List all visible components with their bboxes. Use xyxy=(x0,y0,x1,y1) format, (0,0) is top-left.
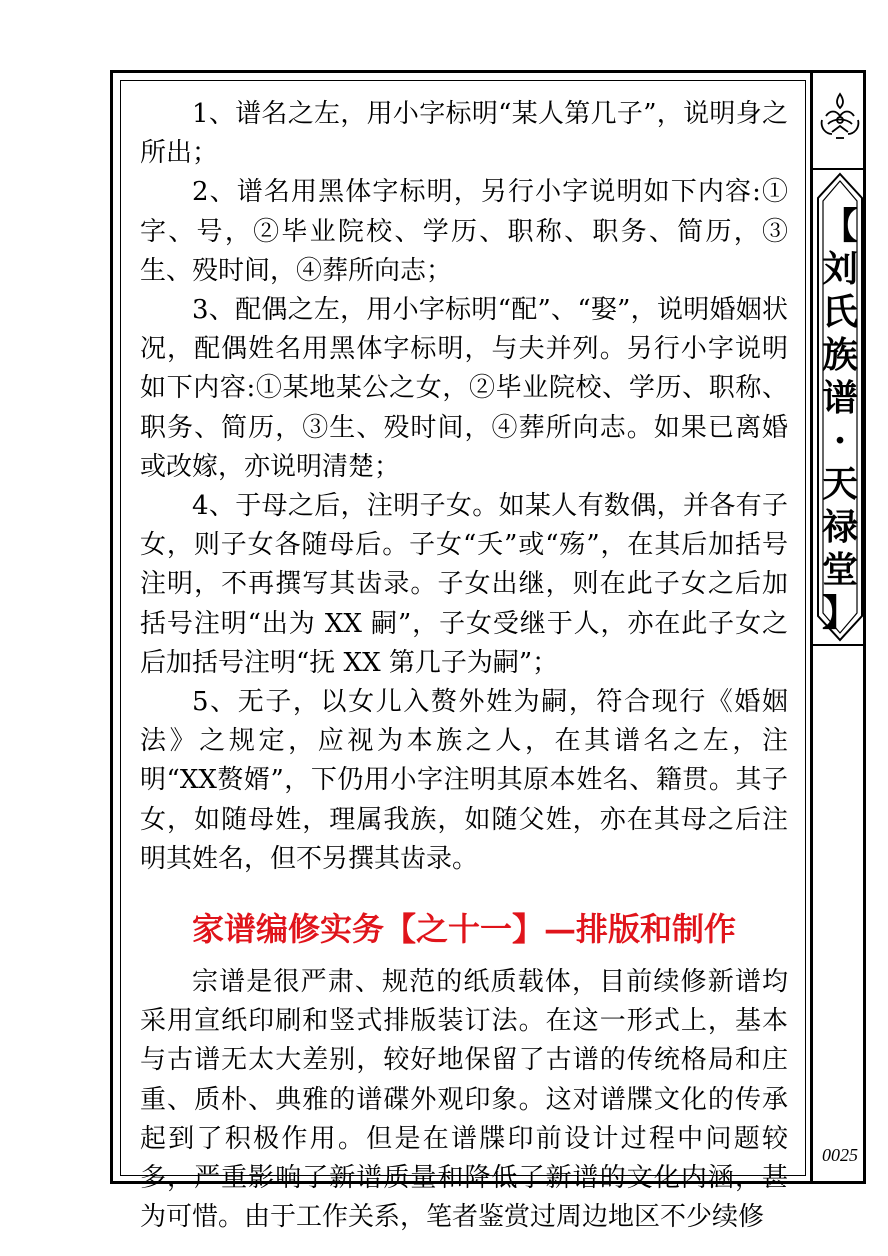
spine-title-char: 】 xyxy=(821,592,858,634)
section-heading: 家谱编修实务【之十一】—排版和制作 xyxy=(191,910,736,949)
body-paragraph: 宗谱是很严肃、规范的纸质载体，目前续修新谱均采用宣纸印刷和竖式排版装订法。在这一形式上，基本与古谱无太大差别，较好地保留了古谱的传统格局和庄重、质朴、典雅的谱碟外观印象。这对谱牒文化的传承起到了积极作用。但是在谱牒印前设计过程中问题较多，严重影响了新谱质量和降低了新谱的文化内涵，甚为可惜。由于工作关系，笔者鉴赏过周边地区不少续修 xyxy=(140,967,788,1233)
page-number: 0025 xyxy=(822,1145,858,1165)
spine-title-char: 天 xyxy=(821,463,858,505)
page-content xyxy=(140,95,788,1237)
spine-rule-top xyxy=(813,168,866,170)
spine-title xyxy=(816,205,864,635)
ornament-emblem-icon xyxy=(816,90,864,142)
spine-divider xyxy=(810,70,813,1184)
list-item: 5、无子，以女儿入赘外姓为嗣，符合现行《婚姻法》之规定，应视为本族之人，在其谱名之左，注明“XX赘婿”，下仍用小字注明其原本姓名、籍贯。其子女，如随母姓，理属我族，如随父姓，亦在其母之后注明其姓名，但不另撰其齿录。 xyxy=(140,687,788,874)
spine-title-char: 堂 xyxy=(821,549,858,591)
spine-title-char: 【 xyxy=(821,205,858,247)
list-item: 1、谱名之左，用小字标明“某人第几子”，说明身之所出； xyxy=(140,99,788,169)
spine-title-char: 刘 xyxy=(821,248,858,290)
spine-title-char: 氏 xyxy=(821,291,858,333)
list-item: 3、配偶之左，用小字标明“配”、“娶”，说明婚姻状况，配偶姓名用黑体字标明，与夫并列。另行小字说明如下内容:①某地某公之女，②毕业院校、学历、职称、职务、简历，③生、殁时间，④葬所向志。如果已离婚或改嫁，亦说明清楚； xyxy=(140,295,788,482)
list-item: 2、谱名用黑体字标明，另行小字说明如下内容:①字、号，②毕业院校、学历、职称、职务、简历，③生、殁时间，④葬所向志； xyxy=(140,177,788,286)
spine-rule-bottom xyxy=(813,644,866,646)
spine-title-char: 谱 xyxy=(821,377,858,419)
list-item: 4、于母之后，注明子女。如某人有数偶，并各有子女，则子女各随母后。子女“夭”或“殇”，在其后加括号注明，不再撰写其齿录。子女出继，则在此子女之后加括号注明“出为 XX 嗣”，子女受继于人，亦在此子女之后加括号注明“抚 XX 第几子为嗣”； xyxy=(140,491,788,678)
spine-title-char: · xyxy=(833,420,847,462)
spine-title-char: 禄 xyxy=(821,506,858,548)
spine-title-char: 族 xyxy=(821,334,858,376)
